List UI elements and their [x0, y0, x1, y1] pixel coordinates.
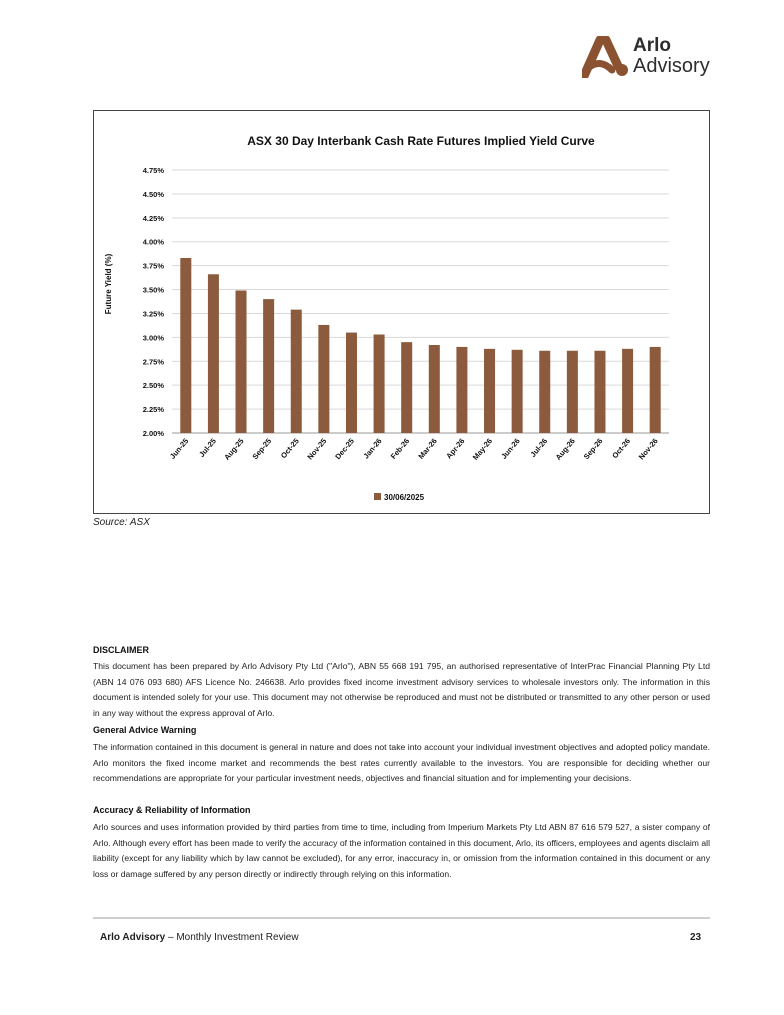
x-tick-label: Feb-26 — [388, 436, 412, 461]
y-tick-label: 3.00% — [142, 333, 164, 343]
accuracy-heading: Accuracy & Reliability of Information — [93, 805, 251, 815]
bar — [374, 334, 385, 433]
x-tick-label: Jun-26 — [499, 436, 522, 461]
bar — [236, 291, 247, 433]
chart-legend — [374, 493, 425, 502]
bar — [539, 351, 550, 433]
y-tick-label: 2.25% — [142, 405, 164, 415]
bar — [318, 325, 329, 433]
disclaimer-heading: DISCLAIMER — [93, 645, 149, 655]
y-tick-label: 2.50% — [142, 381, 164, 391]
bar — [484, 349, 495, 433]
bar — [594, 351, 605, 433]
x-tick-label: Jul-25 — [197, 436, 218, 459]
y-tick-label: 4.25% — [142, 213, 164, 223]
x-tick-label: Jul-26 — [528, 436, 550, 459]
bar — [401, 342, 412, 433]
bar — [650, 347, 661, 433]
x-tick-label: Oct-25 — [278, 436, 301, 461]
footer-publication: – Monthly Investment Review — [165, 932, 299, 943]
bar — [456, 347, 467, 433]
bar — [180, 258, 191, 433]
disclaimer-paragraph: This document has been prepared by Arlo Advisory Pty Ltd ("Arlo"), ABN 55 668 191 795, an authorised representative of InterPrac Financial Planning Pty Ltd (ABN 14 076 093 680) AFS Licence No. 246638. Arlo provides fixed income investment advisory services to wholesale investors only. The information in this document is intended solely for your use. This document may not otherwise be reproduced and must not be distributed or transmitted to any other person or used in any way without the express approval of Arlo. — [93, 661, 710, 718]
y-tick-labels — [143, 166, 165, 438]
page-number: 23 — [690, 932, 702, 943]
y-tick-label: 4.00% — [142, 237, 164, 247]
yield-curve-chart — [93, 110, 710, 514]
x-tick-label: Dec-25 — [333, 436, 357, 462]
x-tick-label: Jan-26 — [361, 436, 384, 461]
arlo-advisory-logo — [582, 36, 712, 80]
legend-label: 30/06/2025 — [384, 493, 425, 502]
y-axis-label: Future Yield (%) — [104, 253, 113, 315]
x-tick-label: Aug-26 — [553, 436, 577, 462]
legend-swatch — [374, 493, 381, 500]
chart-title: ASX 30 Day Interbank Cash Rate Futures Implied Yield Curve — [247, 134, 595, 148]
x-tick-label: Nov-25 — [305, 436, 329, 462]
bar — [346, 333, 357, 433]
footer-brand: Arlo Advisory — [100, 932, 166, 943]
x-tick-labels — [168, 437, 660, 462]
bar — [291, 310, 302, 433]
x-tick-label: Oct-26 — [610, 436, 633, 461]
bar — [208, 274, 219, 433]
x-tick-label: May-26 — [470, 436, 495, 462]
footer-title — [100, 932, 299, 943]
bar — [567, 351, 578, 433]
accuracy-paragraph: Arlo sources and uses information provided by third parties from time to time, including from Imperium Markets Pty Ltd ABN 87 616 579 527, a sister company of Arlo. Although every effort has been made to verify the accuracy of the information contained in this document, Arlo, its officers, employees and agents disclaim all liability (except for any liability which by law cannot be excluded), for any error, inaccuracy in, or omission from the information contained in this document or any loss or damage suffered by any person directly or indirectly through relying on this information. — [93, 822, 710, 879]
logo-word-arlo: Arlo — [633, 35, 671, 56]
x-tick-label: Apr-26 — [444, 436, 467, 461]
bar — [622, 349, 633, 433]
footer-divider — [93, 917, 710, 919]
bar — [512, 350, 523, 433]
chart-source: Source: ASX — [93, 517, 150, 528]
x-tick-label: Sep-25 — [250, 436, 274, 462]
x-tick-label: Nov-26 — [636, 436, 660, 462]
bar — [429, 345, 440, 433]
y-tick-label: 3.75% — [142, 261, 164, 271]
general-advice-paragraph: The information contained in this document is general in nature and does not take into account your individual investment objectives and adopted policy mandate. Arlo monitors the fixed income market and recommends the best rates currently available to the investors. You are responsible for deciding whether our recommendations are appropriate for your particular investment needs, objectives and financial situation and for implementing your decisions. — [93, 742, 710, 783]
y-tick-label: 2.75% — [142, 357, 164, 367]
y-tick-label: 3.25% — [142, 309, 164, 319]
chart-canvas — [94, 111, 709, 513]
x-tick-label: Sep-26 — [581, 436, 605, 462]
bar — [263, 299, 274, 433]
y-tick-label: 2.00% — [142, 429, 164, 438]
x-tick-label: Aug-25 — [222, 436, 246, 462]
arlo-logo-mark-icon — [582, 36, 630, 78]
y-tick-label: 4.75% — [142, 166, 164, 175]
bars — [180, 258, 660, 433]
x-tick-label: Jun-25 — [167, 436, 191, 461]
general-advice-heading: General Advice Warning — [93, 725, 197, 735]
x-tick-label: Mar-26 — [416, 436, 439, 461]
logo-word-advisory: Advisory — [633, 55, 710, 77]
y-tick-label: 4.50% — [142, 189, 164, 199]
gridlines — [172, 170, 669, 433]
y-tick-label: 3.50% — [142, 285, 164, 295]
